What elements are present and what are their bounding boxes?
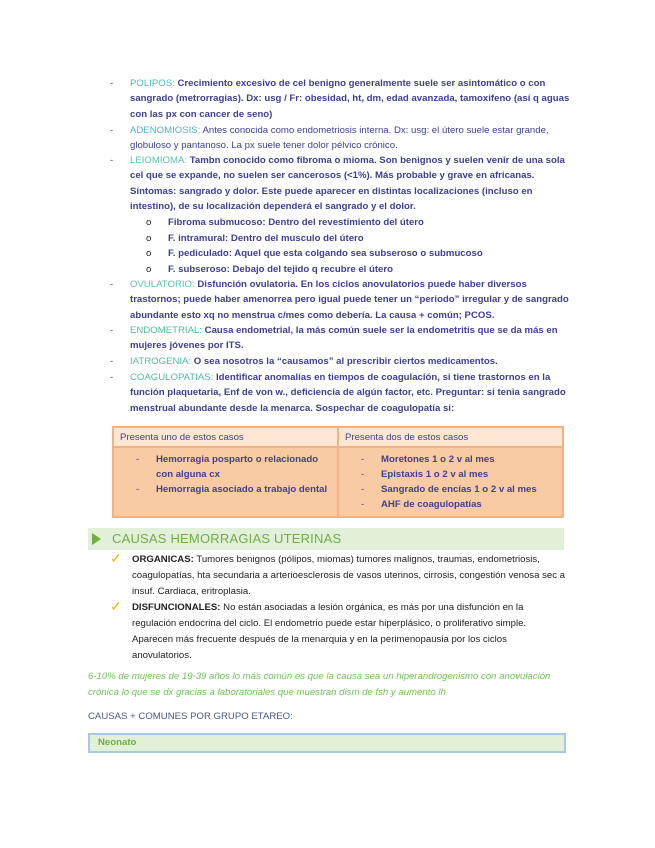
- section-heading: [88, 528, 564, 550]
- term-leiomioma: LEIOMIOMA:: [130, 155, 188, 166]
- term-polipos: POLIPOS:: [130, 78, 175, 89]
- list-item-leiomioma: - LEIOMIOMA: Tambn conocido como fibroma o mioma. Son benignos y suelen venir de una sola cel que se expande, no suelen ser cancerosos (<1%). Más probable y grave en africanas. Síntomas: sangrado y dolor. Este puede aparecer en distintas localizaciones (incluso en intestino), de su localización dependerá el sangrado y el dolor.: [110, 155, 565, 213]
- sub-item: o Fibroma submucoso: Dentro del revestimiento del útero: [146, 217, 424, 228]
- list-item-adenomiosis: - ADENOMIOSIS: Antes conocida como endometriosis interna. Dx: usg: el útero suele estar grande, globuloso y pantanoso. La px suele tener dolor pélvico crónico.: [110, 125, 549, 152]
- table-header-two: Presenta dos de estos casos: [338, 427, 563, 447]
- check-item-disfuncionales: ✓ DISFUNCIONALES: No están asociadas a lesión orgánica, es más por una disfunción en la regulación endocrina del ciclo. El endometrio puede estar hiperplásico, o proliferativo simple. Aparecen más frecuente después de la menarquia y en la perimenopausia por los ciclos anovulatorios.: [110, 598, 527, 661]
- term-endometrial: ENDOMETRIAL:: [130, 325, 202, 336]
- list-item-coagulopatias: - COAGULOPATIAS: Identificar anomalías en tiempos de coagulación, si tiene trastornos en la función plaquetaria, Enf de von w., deficiencia de algún factor, etc. Preguntar: si tenia sangrado menstrual abundante desde la menarca. Sospechar de coagulopatía si:: [110, 372, 566, 414]
- check-item-organicas: ✓ ORGANICAS: Tumores benignos (pólipos, miomas) tumores malignos, traumas, endometriosis, coagulopatías, hta secundaria a arterioesclerosis de vasos uterinos, cirrosis, congestión venosa sec a insuf. Cardiaca, eritroplasia.: [110, 550, 566, 597]
- term-coagulopatias: COAGULOPATIAS:: [130, 372, 214, 383]
- causas-header: CAUSAS + COMUNES POR GRUPO ETAREO:: [88, 711, 293, 722]
- table-list-item: - Moretones 1 o 2 v al mes: [361, 454, 495, 465]
- list-item-endometrial: - ENDOMETRIAL: Causa endometrial, la más común suele ser la endometritis que se da más en mujeres jóvenes por ITS.: [110, 325, 558, 352]
- table-list-item: - AHF de coagulopatías: [361, 499, 482, 510]
- note-paragraph: 6-10% de mujeres de 19-39 años lo más común es que la causa sea un hiperandrogenismo con anovulación crónica lo que se dx gracias a laboratoriales que muestran dism de fsh y aumento lh: [88, 671, 551, 698]
- table-cell-one: [113, 447, 338, 517]
- coagulopathy-criteria-table: [112, 426, 564, 518]
- term-adenomiosis: ADENOMIOSIS:: [130, 125, 201, 136]
- arrow-right-icon: [92, 533, 101, 545]
- sub-item: o F. subseroso: Debajo del tejido q recubre el útero: [146, 264, 393, 275]
- sub-item: o F. intramural: Dentro del musculo del útero: [146, 233, 364, 244]
- table-header-one: Presenta uno de estos casos: [113, 427, 338, 447]
- table-cell-two: [338, 447, 563, 517]
- section-title: CAUSAS HEMORRAGIAS UTERINAS: [112, 531, 342, 546]
- sub-item: o F. pediculado: Aquel que esta colgando sea subseroso o submucoso: [146, 248, 483, 259]
- list-item-ovulatorio: - OVULATORIO: Disfunción ovulatoria. En los ciclos anovulatorios puede haber diversos trastornos; puede haber amenorrea pero igual puede tener un “periodo” irregular y de sangrado abundante esto xq no menstrua c/mes como debería. La causa + común; PCOS.: [110, 279, 569, 321]
- list-item-polipos: - POLIPOS: Crecimiento excesivo de cel benigno generalmente suele ser asintomático o con sangrado (metrorragias). Dx: usg / Fr: obesidad, ht, dm, edad avanzada, tamoxifeno (así q aguas con las px con cancer de seno): [110, 78, 570, 120]
- age-group-label: Neonato: [98, 737, 137, 748]
- term-ovulatorio: OVULATORIO:: [130, 279, 195, 290]
- table-list-item: - Sangrado de encías 1 o 2 v al mes: [361, 484, 537, 495]
- term-iatrogenia: IATROGENIA:: [130, 356, 192, 367]
- checkmark-icon: ✓: [110, 550, 122, 566]
- table-list-item: - Hemorragia posparto o relacionado con alguna cx: [136, 454, 319, 480]
- list-item-iatrogenia: - IATROGENIA: O sea nosotros la “causamos” al prescribir ciertos medicamentos.: [110, 356, 498, 367]
- checkmark-icon: ✓: [110, 598, 122, 614]
- table-list-item: - Hemorragia asociado a trabajo dental: [136, 484, 328, 495]
- table-list-item: - Epistaxis 1 o 2 v al mes: [361, 469, 489, 480]
- age-group-box: [88, 733, 566, 753]
